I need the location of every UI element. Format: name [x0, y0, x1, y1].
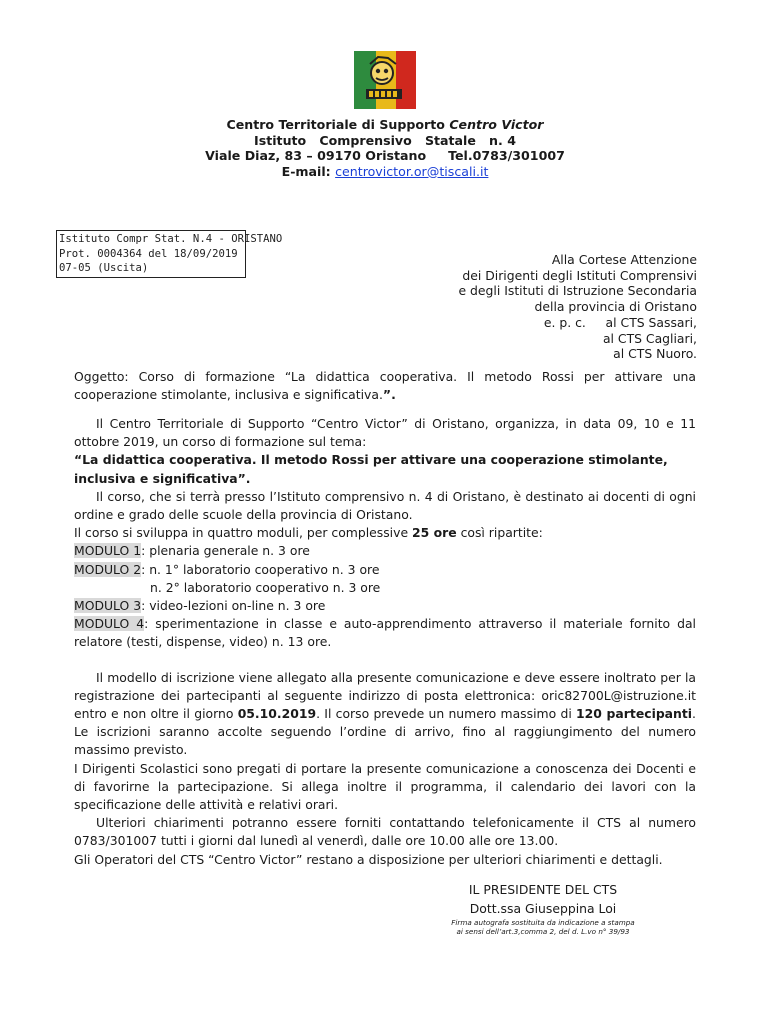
recipient-line: e. p. c. al CTS Sassari, — [543, 314, 697, 330]
signature-note: ai sensi dell’art.3,comma 2, del d. L.vo n° 39/93 — [456, 927, 630, 936]
dirigenti-paragraph: I Dirigenti Scolastici sono pregati di portare la presente comunicazione a conoscenza dei Docenti e di favorirne la partecipazione. Si allega inoltre il programma, il calendario dei lavori con la specificazione delle attività e relativi orari. — [74, 760, 696, 813]
location-paragraph: Il corso, che si terrà presso l’Istituto comprensivo n. 4 di Oristano, è destinato ai docenti di ogni ordine e grado delle scuole della provincia di Oristano. — [74, 488, 696, 523]
module-3: MODULO 3: video-lezioni on-line n. 3 ore — [74, 598, 326, 614]
letter-body — [74, 415, 696, 869]
module-4: MODULO 4: sperimentazione in classe e auto-apprendimento attraverso il materiale fornito dal relatore (testi, dispense, video) n. 13 ore. — [74, 616, 696, 650]
recipient-line: al CTS Nuoro. — [613, 346, 697, 362]
module-1: MODULO 1: plenaria generale n. 3 ore — [74, 543, 310, 559]
module-2-line-2: n. 2° laboratorio cooperativo n. 3 ore — [150, 579, 381, 595]
signature-title: IL PRESIDENTE DEL CTS — [468, 882, 618, 897]
recipient-line: della provincia di Oristano — [534, 299, 697, 315]
letterhead-line-3: Viale Diaz, 83 – 09170 Oristano Tel.0783/301007 — [205, 148, 565, 164]
stamp-line-2: Prot. 0004364 del 18/09/2019 — [59, 247, 238, 260]
recipient-line: dei Dirigenti degli Istituti Comprensivi — [462, 267, 697, 283]
letterhead-email: E-mail: centrovictor.or@tiscali.it — [281, 163, 489, 179]
letterhead — [0, 117, 770, 179]
modules-intro: Il corso si sviluppa in quattro moduli, per complessive 25 ore così ripartite: — [74, 525, 543, 541]
module-2-label: MODULO 2 — [74, 561, 142, 577]
recipient-line: Alla Cortese Attenzione — [551, 252, 697, 267]
cts-logo — [354, 51, 416, 109]
email-link[interactable]: centrovictor.or@tiscali.it — [335, 163, 489, 179]
module-2: MODULO 2: n. 1° laboratorio cooperativo n. 3 ore — [74, 561, 380, 577]
info-paragraph: Ulteriori chiarimenti potranno essere forniti contattando telefonicamente il CTS al numero 0783/301007 tutti i giorni dal lunedì al venerdì, dalle ore 10.00 alle ore 13.00. — [74, 815, 696, 849]
stamp-line-3: 07-05 (Uscita) — [59, 262, 149, 274]
protocol-stamp — [56, 230, 283, 278]
subject: Oggetto: Corso di formazione “La didattica cooperativa. Il metodo Rossi per attivare una cooperazione stimolante, inclusiva e significativa.”. — [74, 369, 696, 403]
stamp-line-1: Istituto Compr Stat. N.4 - ORISTANO — [59, 233, 283, 245]
module-1-label: MODULO 1 — [74, 543, 142, 559]
intro-paragraph: Il Centro Territoriale di Supporto “Centro Victor” di Oristano, organizza, in data 09, 10 e 11 ottobre 2019, un corso di formazione sul tema: — [74, 416, 696, 450]
recipients-block — [458, 252, 697, 362]
recipient-line: e degli Istituti di Istruzione Secondaria — [458, 283, 697, 299]
operators-paragraph: Gli Operatori del CTS “Centro Victor” restano a disposizione per ulteriori chiarimenti e dettagli. — [74, 851, 663, 867]
letterhead-line-2: Istituto Comprensivo Statale n. 4 — [254, 132, 516, 148]
module-3-label: MODULO 3 — [74, 598, 142, 614]
signature-name: Dott.ssa Giuseppina Loi — [469, 901, 617, 916]
signature-block — [388, 880, 698, 936]
module-4-label: MODULO 4 — [74, 616, 145, 632]
registration-paragraph: Il modello di iscrizione viene allegato alla presente comunicazione e deve essere inoltrato per la registrazione dei partecipanti al seguente indirizzo di posta elettronica: oric82700L@istruzione.it entro e non oltre il giorno 05.10.2019. Il corso prevede un numero massimo di 120 partecipanti. Le iscrizioni saranno accolte seguendo l’ordine di arrivo, fino al raggiungimento del numero massimo previsto. — [74, 669, 696, 758]
recipient-line: al CTS Cagliari, — [602, 330, 697, 346]
course-title: “La didattica cooperativa. Il metodo Rossi per attivare una cooperazione stimolante, inclusiva e significativa”. — [74, 452, 668, 486]
signature-note: Firma autografa sostituita da indicazione a stampa — [451, 918, 635, 927]
letterhead-line-1: Centro Territoriale di Supporto Centro Victor — [226, 117, 544, 132]
